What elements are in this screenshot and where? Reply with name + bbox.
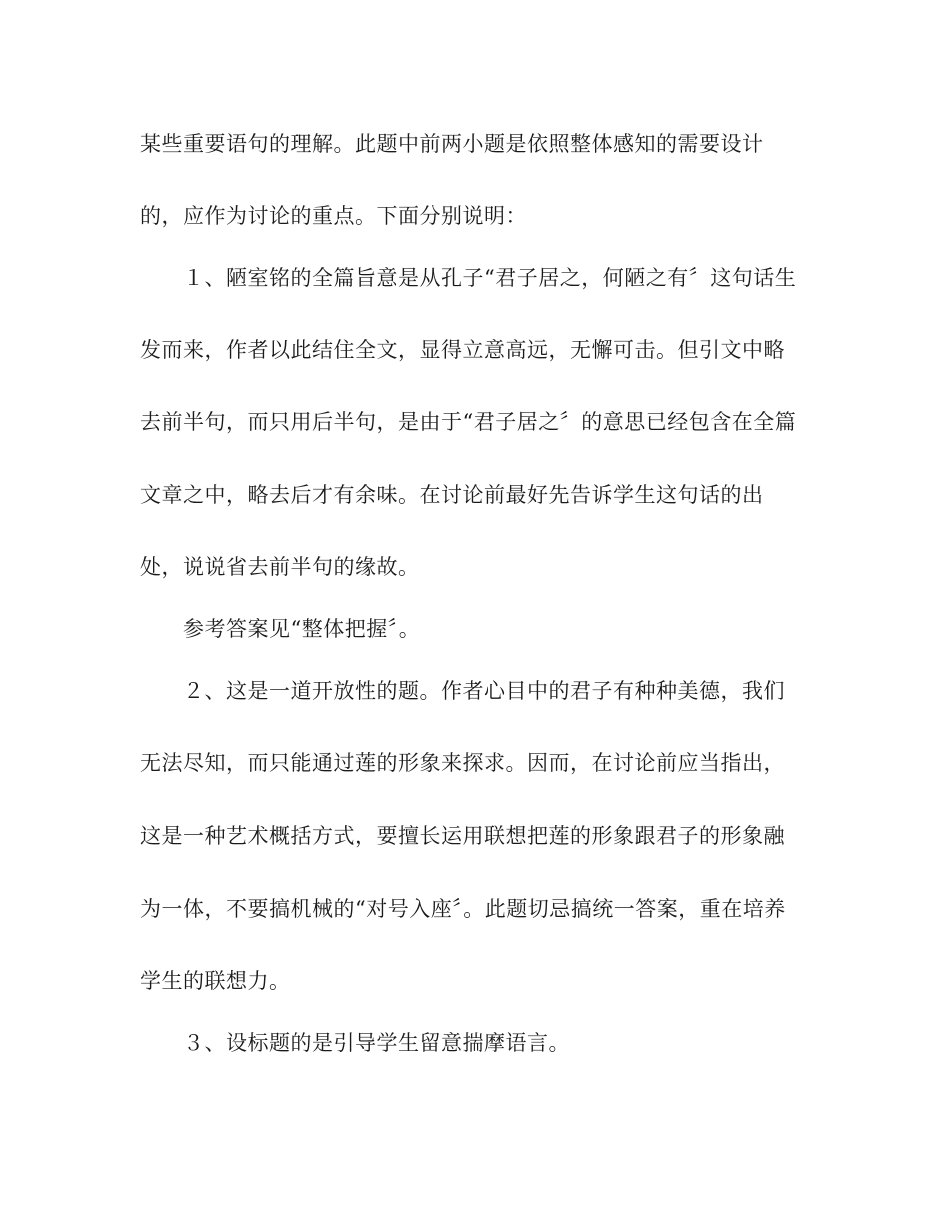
text-line: 无法尽知，而只能通过莲的形象来探求。因而，在讨论前应当指出， xyxy=(140,751,785,775)
reference-answer-line: 参考答案见“整体把握〞。 xyxy=(183,617,421,641)
text-line: 处，说说省去前半句的缘故。 xyxy=(140,555,420,579)
text-line: 某些重要语句的理解。此题中前两小题是依照整体感知的需要设计 xyxy=(140,132,764,156)
paragraph-1-start: １、陋室铭的全篇旨意是从孔子“君子居之，何陋之有〞这句话生 xyxy=(183,266,797,290)
text-line: 这是一种艺术概括方式，要擅长运用联想把莲的形象跟君子的形象融 xyxy=(140,824,785,848)
text-line: 发而来，作者以此结住全文，显得立意高远，无懈可击。但引文中略 xyxy=(140,338,785,362)
text-line: 文章之中，略去后才有余味。在讨论前最好先告诉学生这句话的出 xyxy=(140,483,764,507)
text-line: 为一体，不要搞机械的“对号入座〞。此题切忌搞统一答案，重在培养 xyxy=(140,897,786,921)
paragraph-3-start: ３、设标题的是引导学生留意揣摩语言。 xyxy=(183,1031,570,1055)
paragraph-2-start: ２、这是一道开放性的题。作者心目中的君子有种种美德，我们 xyxy=(183,679,785,703)
text-line: 去前半句，而只用后半句，是由于“君子居之〞的意思已经包含在全篇 xyxy=(140,410,797,434)
text-line: 学生的联想力。 xyxy=(140,969,291,993)
text-line: 的，应作为讨论的重点。下面分别说明： xyxy=(140,204,527,228)
